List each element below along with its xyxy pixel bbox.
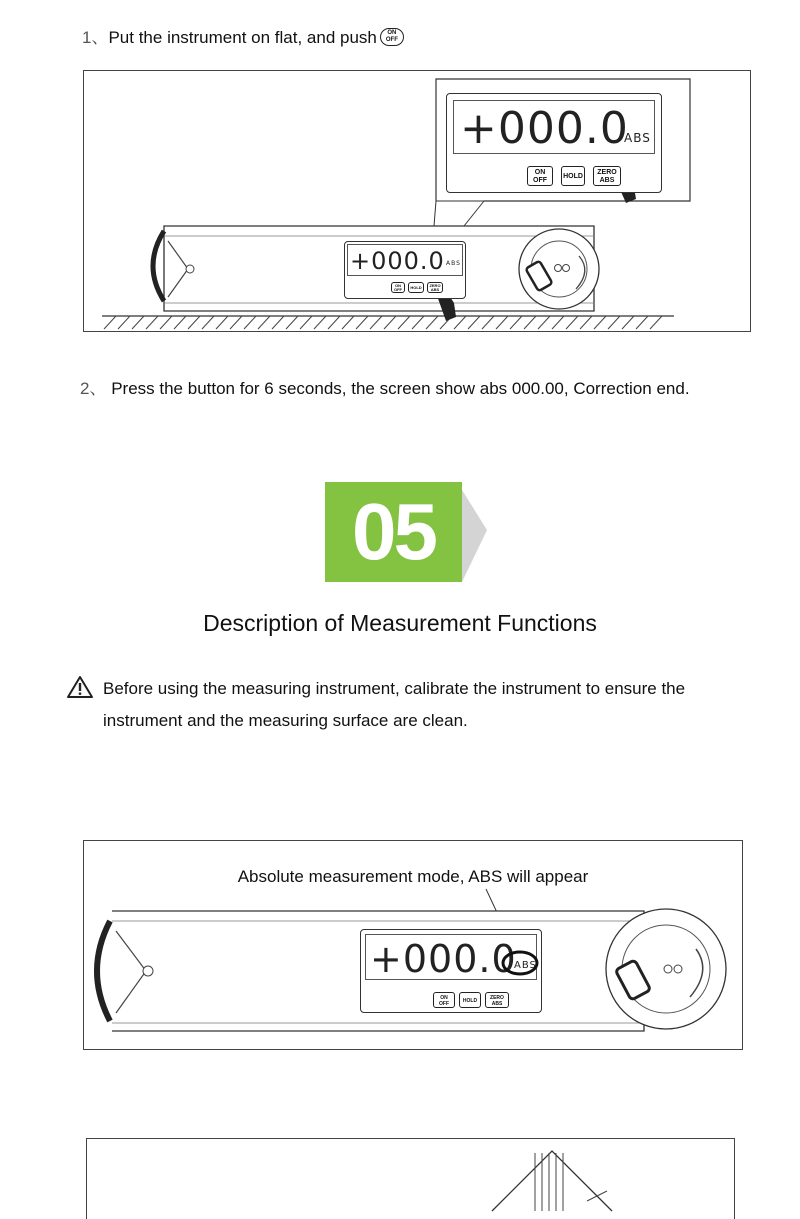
step-2-number: 2、 — [80, 379, 107, 398]
ruler-lcd-screen — [344, 241, 466, 299]
warning-icon — [66, 675, 94, 699]
abs-lcd-reading: +000.0 — [370, 937, 517, 981]
ruler-on-off-button[interactable]: ON OFF — [391, 282, 405, 293]
ruler-lcd-reading: +000.0 — [350, 247, 445, 275]
ruler-lcd-unit: ABS — [446, 260, 461, 267]
zoomed-lcd-reading: +000.0 — [460, 103, 629, 154]
abs-zero-abs-button[interactable]: ZERO ABS — [485, 992, 509, 1008]
abs-lcd-unit: ABS — [514, 960, 537, 971]
section-number-badge: 05 — [325, 482, 462, 582]
ruler-lcd-display — [347, 244, 463, 276]
ruler-zero-abs-button[interactable]: ZERO ABS — [427, 282, 443, 293]
step-1-instruction — [82, 23, 404, 48]
abs-hold-button[interactable]: HOLD — [459, 992, 481, 1008]
notice-line-1: Before using the measuring instrument, calibrate the instrument to ensure the — [103, 679, 686, 698]
on-off-button-glyph: ON OFF — [380, 28, 404, 46]
zoomed-hold-button[interactable]: HOLD — [561, 166, 585, 186]
step-2-instruction — [80, 374, 690, 399]
zoomed-zero-abs-button[interactable]: ZERO ABS — [593, 166, 621, 186]
zoomed-lcd-screen — [446, 93, 662, 193]
abs-callout-text: Absolute measurement mode, ABS will appear — [237, 867, 589, 886]
abs-lcd-screen — [360, 929, 542, 1013]
notice-line-2: instrument and the measuring surface are clean. — [103, 711, 468, 730]
notice-text — [103, 673, 685, 737]
next-figure-drawing — [87, 1139, 734, 1219]
section-title: Description of Measurement Functions — [203, 610, 597, 636]
step-1-number: 1、 — [82, 28, 109, 47]
abs-lcd-display — [365, 934, 537, 980]
step-1-text: Put the instrument on flat, and push — [108, 28, 377, 47]
step-2-text: Press the button for 6 seconds, the screen show abs 000.00, Correction end. — [111, 379, 690, 398]
zoomed-lcd-display — [453, 100, 655, 154]
abs-on-off-button[interactable]: ON OFF — [433, 992, 455, 1008]
ruler-hold-button[interactable]: HOLD — [408, 282, 424, 293]
figure-calibration-panel — [83, 70, 751, 332]
next-figure-panel — [86, 1138, 735, 1219]
zoomed-on-off-button[interactable]: ON OFF — [527, 166, 553, 186]
zoomed-lcd-unit: ABS — [624, 131, 651, 145]
figure-abs-mode-panel — [83, 840, 743, 1050]
